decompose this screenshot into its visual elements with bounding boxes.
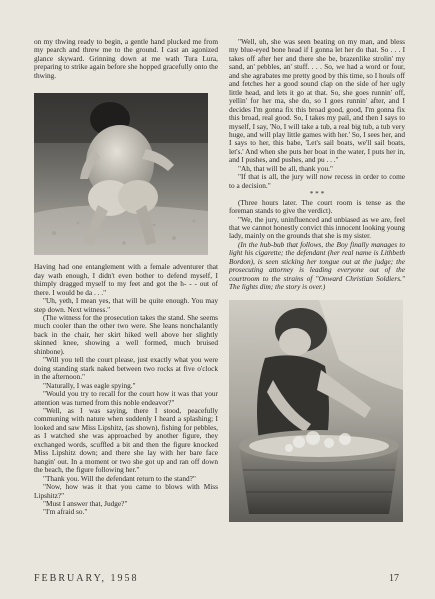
child-in-tub-illustration [229,300,403,522]
right-column [229,38,405,522]
paragraph-italic: (In the hub-bub that follows, the Boy finally manages to light his cigarette; the defendant (her real name is Lithbeth Bordon), is seen sticking her tongue out at the judge; the prosecuting attorney is leading everyone out of the courtroom to the strains of "Onward Christian Soldiers." The lights dim; the story is over.) [229,239,405,292]
child-on-beach-illustration [34,93,208,255]
paragraph: (The witness for the prosecution takes the stand. She seems much cooler than the other two were. She leans nonchalantly back in the chair, her skirt hiked well above her slightly skinned knee, showing a well formed, much bruised shinbone). [34,312,218,356]
paragraph: "Well, uh, she was seen beating on my man, and bless my blue-eyed bone head if I gonna let her do that. So . . . I takes off after her and there she be, brazenlike strolin' my sand, an' pebbles, an' stuff. . . . So, we had a word or four, and she agrabates me pretty good by this time, so I houls off and fetches her a good sound clap on the side of her ugly little head, and lets it go at that. So, she goes runnin' off, yellin' for her ma, she do, so I goes runnin' after, and I decides I'm gonna fix this broad good, good, I'm gonna fix this broad, real good. So, I takes my pail, and then I says to myself, I say, 'No, I will take a tub, a real big tub, a tub very huge, and will play little games with her.' So, I sees her, and I says to her, this babe, 'Let's sail boats, we'll sail boats, let's.' And when she puts her boat in the water, I puts her in, and I pushes, and pushes, and pu . . ." [229,37,405,165]
paragraph: "Now, how was it that you came to blows with Miss Lipshitz?" [34,482,218,500]
paragraph: "Must I answer that, Judge?" [43,498,128,508]
paragraph: "Will you tell the court please, just exactly what you were doing standing stark naked between two rocks at five o'clock in the afternoon." [34,355,218,382]
paragraph: on my thwing ready to begin, a gentle hand plucked me from my pearch and threw me to the ground. I cast an agonized glance skyward. Grinning down at me wath Tura Lura, preparing to strike again before she hopped gracefully onto the thwing. [34,37,218,80]
paragraph: "We, the jury, uninfluenced and unbiased as we are, feel that we cannot honestly convict this innocent looking young lady, mainly on the grounds that she is my sister. [229,214,405,241]
paragraph: Having had one entanglement with a female adventurer that day wath enough, I didn't even bother to defend myself, I thimply dragged myself to my feet and got the h- - - out of there. I would be da . . ." [34,262,218,297]
photo-child-washing-in-tub [229,300,403,522]
footer-date: FEBRUARY, 1958 [34,573,139,584]
paragraph: "Uh, yeth, I mean yes, that will be quite enough. You may step down. Next witness." [34,296,218,314]
page-number: 17 [389,573,399,584]
section-break-stars: * * * [309,189,325,199]
paragraph: "Ah, that will be all, thank you." [238,163,333,173]
photo-child-on-beach [34,93,208,255]
paragraph: "Thank you. Will the defendant return to the stand?" [43,473,196,483]
paragraph: "I'm afraid so." [43,507,88,517]
paragraph: (Three hours later. The court room is tense as the foreman stands to give the verdict). [229,197,405,216]
paragraph: "Well, as I was saying, there I stood, peacefully communing with nature when suddenly I heard a splashing; I looked and saw Miss Lipshitz, (as shown), fishing for pebbles, as I watched she was approached by another figure, they exchanged words, scuffled a bit and then the figure knocked Miss Lipshitz down; and there she lay with her bare face hangin' out. In a moment or two she got up and ran off down the beach, the figure following her." [34,405,218,475]
paragraph: "Would you try to recall for the court how it was that your attention was turned from this noble endeavor?" [34,389,218,407]
left-column [34,38,218,517]
paragraph: "Naturally, I was eagle spying." [43,380,136,390]
paragraph: "If that is all, the jury will now recess in order to come to a decision." [229,172,405,190]
